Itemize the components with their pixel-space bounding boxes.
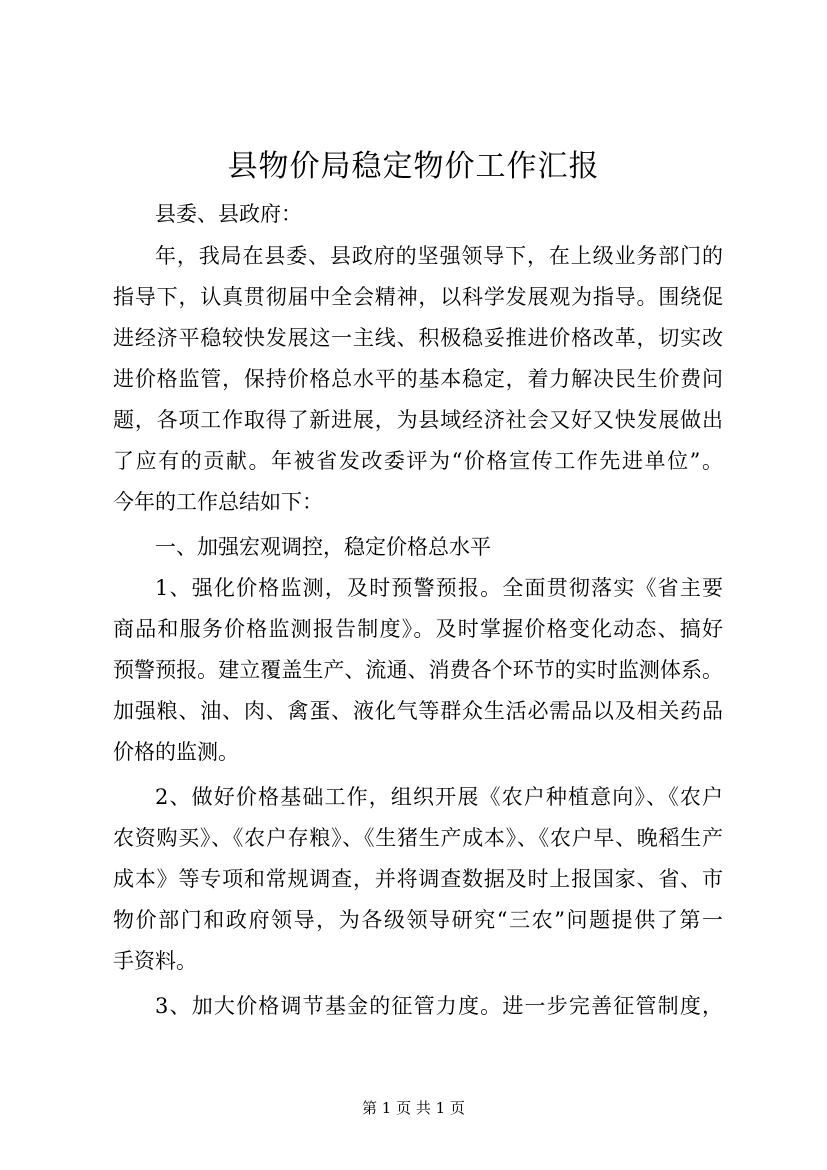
paragraph1-line-1: 年，我局在县委、县政府的坚强领导下，在上级业务部门的 (155, 244, 723, 268)
item2-line-5: 手资料。 (113, 949, 197, 973)
paragraph1-line-2: 指导下，认真贯彻届中全会精神，以科学发展观为指导。围绕促 (113, 285, 723, 309)
item1-line-4: 加强粮、油、肉、禽蛋、液化气等群众生活必需品以及相关药品 (113, 699, 723, 723)
salutation: 县委、县政府： (155, 202, 302, 226)
item1-line-5: 价格的监测。 (113, 740, 239, 764)
page-number-footer: 第 1 页 共 1 页 (362, 1099, 465, 1117)
item2-line-2: 农资购买》、《农户存粮》、《生猪生产成本》、《农户早、晚稻生产 (113, 826, 723, 850)
paragraph1-line-7: 今年的工作总结如下： (113, 490, 323, 514)
item2-line-4: 物价部门和政府领导，为各级领导研究“三农”问题提供了第一 (113, 908, 723, 932)
item1-line-3: 预警预报。建立覆盖生产、流通、消费各个环节的实时监测体系。 (113, 658, 723, 682)
paragraph1-line-6: 了应有的贡献。年被省发改委评为“价格宣传工作先进单位”。 (113, 449, 723, 473)
item2-line-3: 成本》等专项和常规调查，并将调查数据及时上报国家、省、市 (113, 867, 723, 891)
item1-line-2: 商品和服务价格监测报告制度》。及时掌握价格变化动态、搞好 (113, 617, 723, 641)
paragraph1-line-3: 进经济平稳较快发展这一主线、积极稳妥推进价格改革，切实改 (113, 326, 723, 350)
paragraph1-line-5: 题，各项工作取得了新进展，为县域经济社会又好又快发展做出 (113, 408, 723, 432)
item2-line-1: 2、做好价格基础工作，组织开展《农户种植意向》、《农户 (155, 785, 723, 809)
document-title: 县物价局稳定物价工作汇报 (227, 149, 600, 184)
section1-heading: 一、加强宏观调控，稳定价格总水平 (155, 535, 491, 559)
paragraph1-line-4: 进价格监管，保持价格总水平的基本稳定，着力解决民生价费问 (113, 367, 723, 391)
item1-line-1: 1、强化价格监测，及时预警预报。全面贯彻落实《省主要 (155, 576, 723, 600)
item3-line-1: 3、加大价格调节基金的征管力度。进一步完善征管制度， (155, 994, 723, 1018)
